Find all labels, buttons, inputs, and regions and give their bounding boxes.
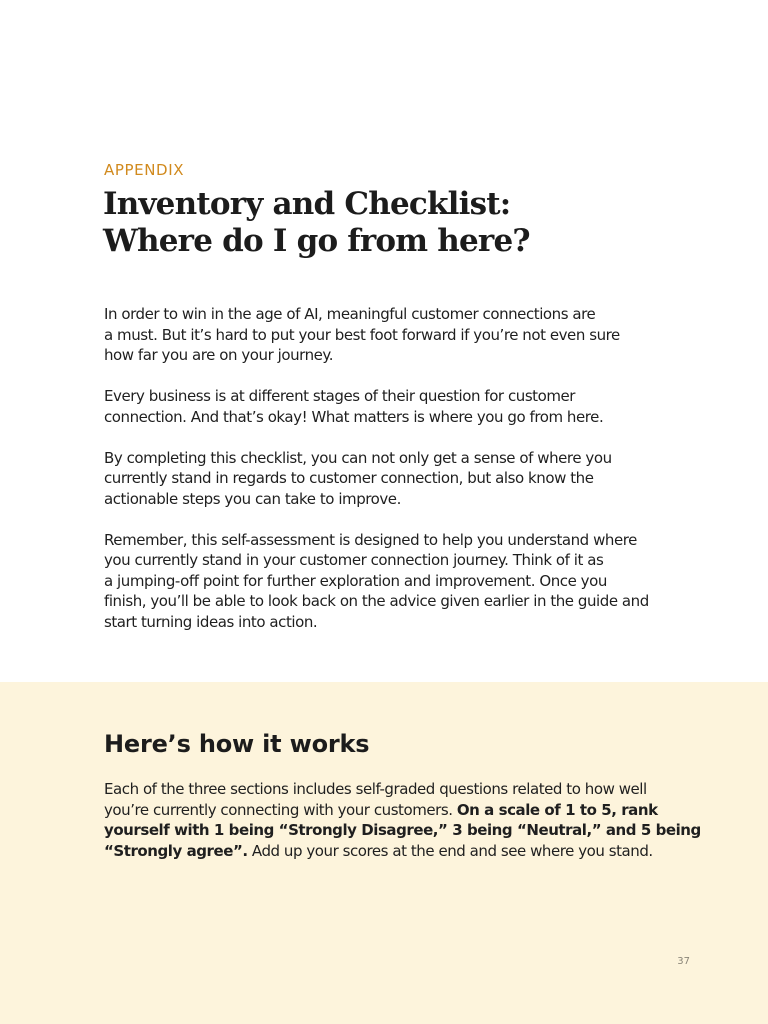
how-it-works-text: Add up your scores at the end and see where you stand. — [247, 842, 653, 861]
paragraph-line: Remember, this self-assessment is designed to help you understand where — [104, 530, 637, 549]
section-label: APPENDIX — [104, 161, 185, 179]
page-title-line-2: Where do I go from here? — [103, 223, 530, 259]
how-it-works-text: you’re currently connecting with your customers. — [104, 800, 457, 819]
paragraph-line: how far you are on your journey. — [104, 346, 334, 364]
how-it-works-line-1: Each of the three sections includes self-graded questions related to how well — [104, 780, 647, 798]
paragraph-line: connection. And that’s okay! What matters is where you go from here. — [104, 407, 604, 426]
intro-paragraph-4 — [104, 530, 704, 633]
paragraph-line: In order to win in the age of AI, meaningful customer connections are — [104, 305, 596, 323]
intro-paragraph-3 — [104, 448, 704, 510]
paragraph-line: actionable steps you can take to improve. — [104, 489, 401, 508]
paragraph-line: start turning ideas into action. — [104, 612, 318, 631]
how-it-works-emphasis: yourself with 1 being “Strongly Disagree,” 3 being “Neutral,” and 5 being — [104, 821, 701, 840]
paragraph-line: a must. But it’s hard to put your best foot forward if you’re not even sure — [104, 325, 620, 344]
page-number: 37 — [677, 956, 690, 967]
how-it-works-line-4 — [104, 841, 704, 862]
paragraph-line: you currently stand in your customer connection journey. Think of it as — [104, 551, 604, 569]
page-title — [103, 186, 703, 260]
paragraph-line: By completing this checklist, you can not only get a sense of where you — [104, 448, 612, 467]
how-it-works-line-2 — [104, 800, 704, 821]
paragraph-line: a jumping-off point for further exploration and improvement. Once you — [104, 571, 607, 590]
paragraph-line: currently stand in regards to customer connection, but also know the — [104, 469, 594, 487]
paragraph-line: Every business is at different stages of their question for customer — [104, 387, 575, 405]
how-it-works-emphasis: On a scale of 1 to 5, rank — [456, 800, 658, 819]
intro-paragraph-1 — [104, 304, 704, 366]
intro-paragraph-2 — [104, 386, 704, 427]
how-it-works-heading: Here’s how it works — [104, 730, 370, 758]
intro-body — [104, 304, 704, 653]
page-title-line-1: Inventory and Checklist: — [103, 186, 511, 222]
how-it-works-line-3 — [104, 820, 704, 841]
paragraph-line: finish, you’ll be able to look back on the advice given earlier in the guide and — [104, 592, 649, 610]
how-it-works-body — [104, 779, 704, 862]
how-it-works-emphasis: “Strongly agree”. — [104, 842, 248, 861]
